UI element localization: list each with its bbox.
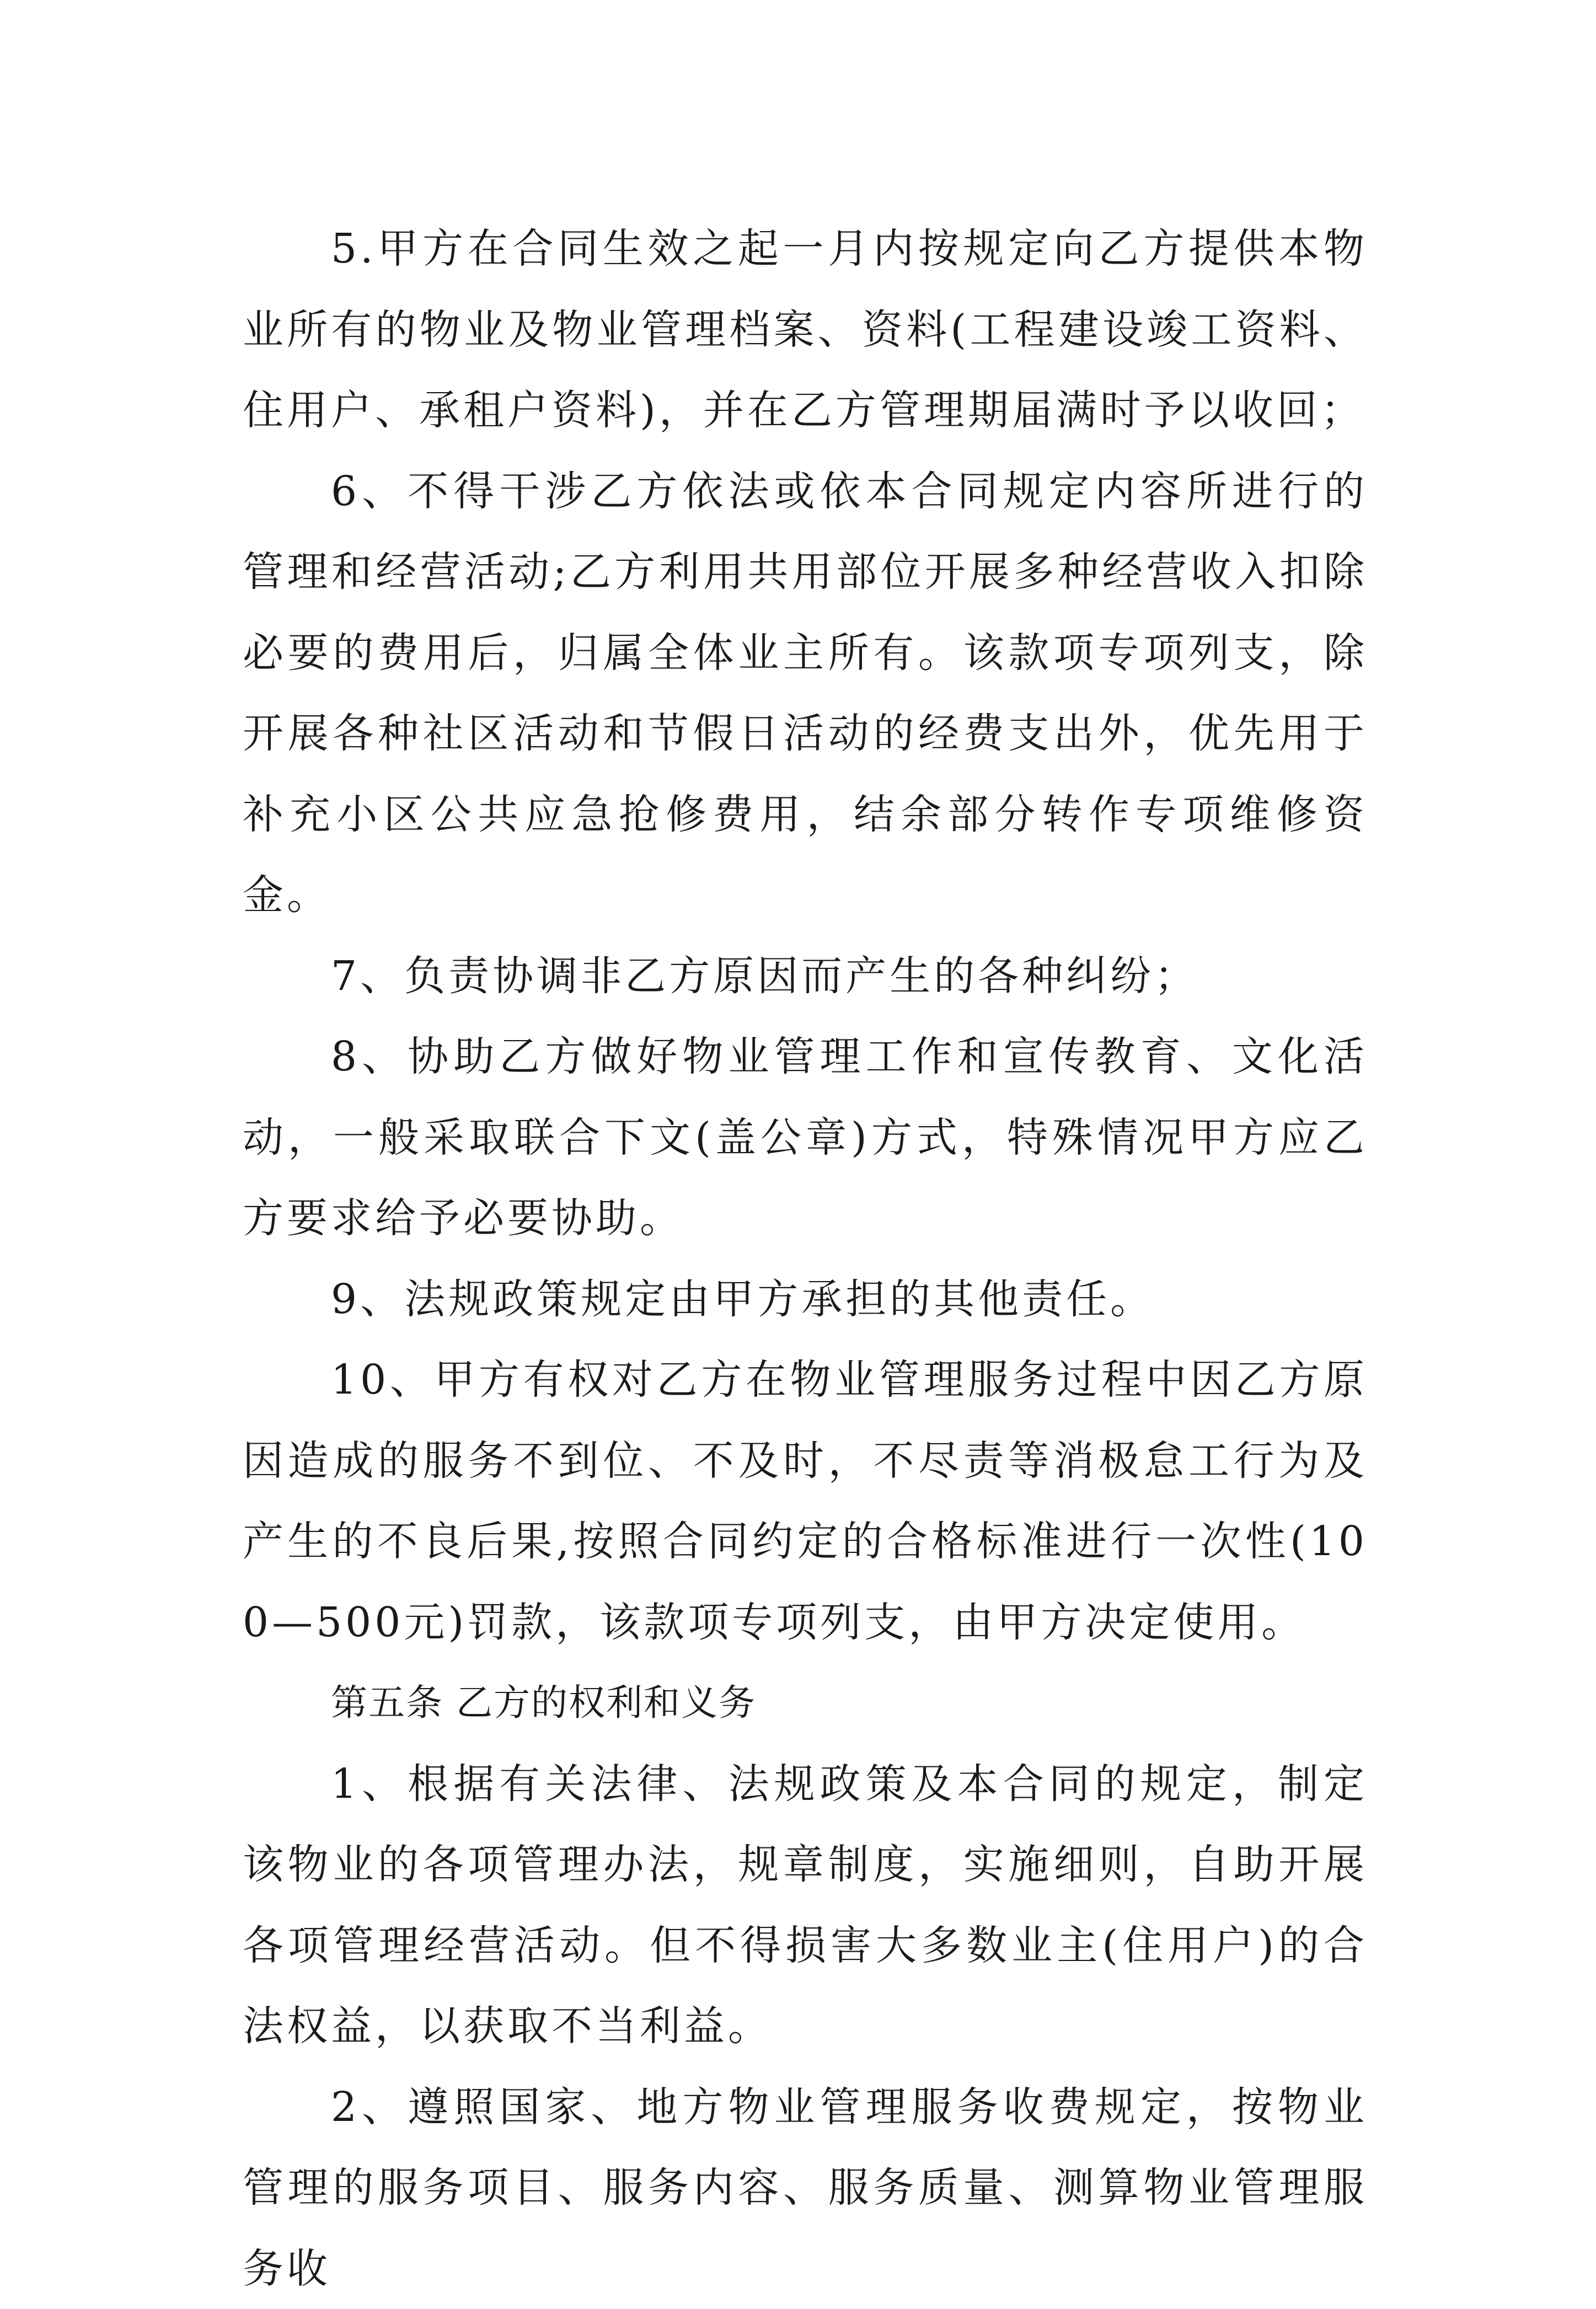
paragraph-clause-8: 8、协助乙方做好物业管理工作和宣传教育、文化活动，一般采取联合下文(盖公章)方式，特殊情况甲方应乙方要求给予必要协助。 — [243, 1016, 1368, 1259]
paragraph-clause-9: 9、法规政策规定由甲方承担的其他责任。 — [243, 1259, 1368, 1340]
paragraph-clause-7: 7、负责协调非乙方原因而产生的各种纠纷； — [243, 936, 1368, 1017]
paragraph-clause-6: 6、不得干涉乙方依法或依本合同规定内容所进行的管理和经营活动;乙方利用共用部位开展多种经营收入扣除必要的费用后，归属全体业主所有。该款项专项列支，除开展各种社区活动和节假日活动的经费支出外，优先用于补充小区公共应急抢修费用，结余部分转作专项维修资金。 — [243, 451, 1368, 936]
document-body — [243, 208, 1368, 2309]
paragraph-party-b-clause-1: 1、根据有关法律、法规政策及本合同的规定，制定该物业的各项管理办法，规章制度，实施细则，自助开展各项管理经营活动。但不得损害大多数业主(住用户)的合法权益，以获取不当利益。 — [243, 1744, 1368, 2067]
paragraph-clause-10: 10、甲方有权对乙方在物业管理服务过程中因乙方原因造成的服务不到位、不及时，不尽责等消极怠工行为及产生的不良后果,按照合同约定的合格标准进行一次性(100—500元)罚款，该款项专项列支，由甲方决定使用。 — [243, 1340, 1368, 1663]
paragraph-party-b-clause-2: 2、遵照国家、地方物业管理服务收费规定，按物业管理的服务项目、服务内容、服务质量、测算物业管理服务收 — [243, 2067, 1368, 2309]
section-heading-article-5: 第五条 乙方的权利和义务 — [243, 1663, 1368, 1744]
paragraph-clause-5: 5.甲方在合同生效之起一月内按规定向乙方提供本物业所有的物业及物业管理档案、资料(工程建设竣工资料、住用户、承租户资料)，并在乙方管理期届满时予以收回； — [243, 208, 1368, 451]
